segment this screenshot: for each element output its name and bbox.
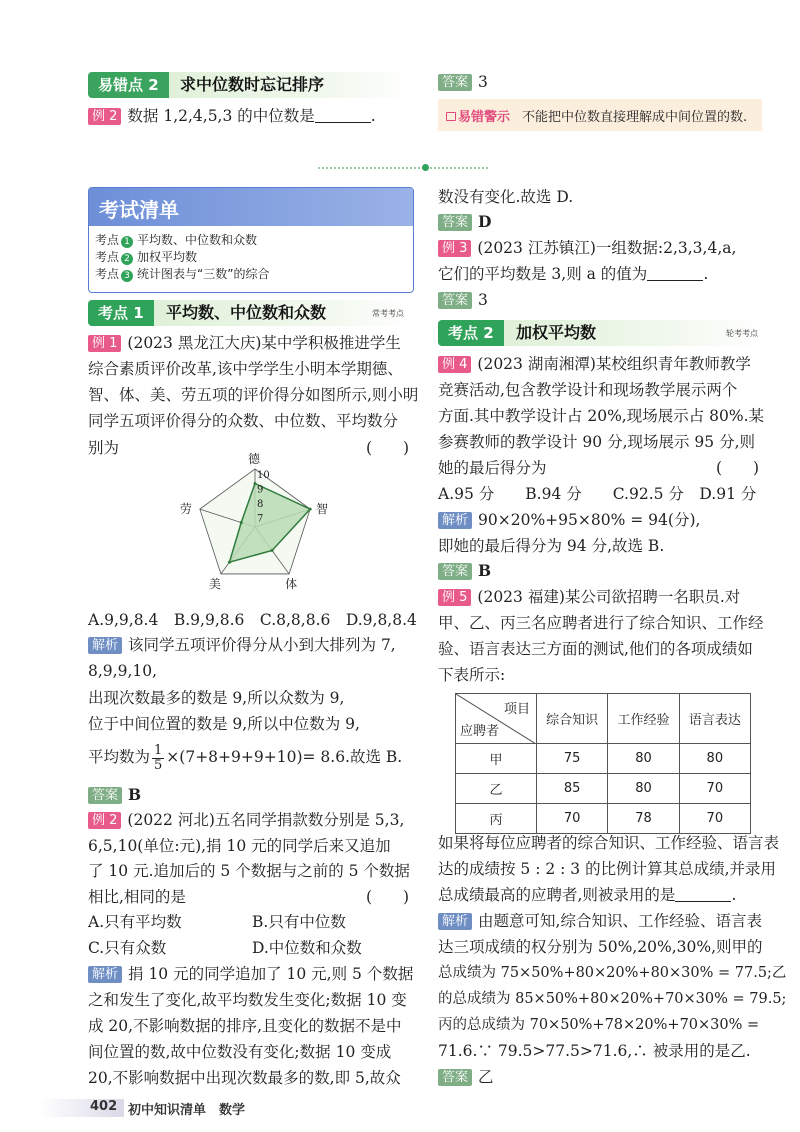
ex4-options: A.95 分 B.94 分 C.92.5 分 D.91 分 — [438, 485, 757, 503]
ex5-answer — [438, 1067, 494, 1087]
ex4-line4: 她的最后得分为 — [438, 459, 547, 477]
ex1-jx-line3: 位于中间位置的数是 9,所以中位数为 9, — [88, 715, 360, 733]
ex4-jx-line0: 解析 90×20%+95×80% = 94(分), — [438, 510, 700, 530]
kd2-pill: 考点 2 — [438, 320, 504, 346]
warning-label: 易错警示 — [446, 106, 510, 125]
kd1-header — [88, 300, 412, 326]
radar-category-label: 美 — [208, 576, 221, 591]
ex5-after1: 达的成绩按 5 : 2 : 3 的比例计算其总成绩,并录用 — [438, 860, 777, 878]
kd2-header — [438, 320, 762, 346]
radar-chart — [170, 452, 340, 602]
footer — [40, 1097, 340, 1119]
ex5-jx-line2: 总成绩为 75×50%+80×20%+80×30% = 77.5;乙 — [438, 965, 787, 981]
ex2-line0: 例 2 (2022 河北)五名同学捐款数分别是 5,3, — [88, 810, 404, 830]
page-number: 402 — [90, 1099, 118, 1114]
answer-value: B — [478, 561, 492, 580]
answer-value: D — [478, 212, 492, 231]
table-row: 乙 85 80 70 — [456, 774, 751, 804]
ex1-paren: ( ) — [366, 439, 410, 457]
ex3-line2: 它们的平均数是 3,则 a 的值为 . — [438, 265, 709, 283]
ex5-after0: 如果将每位应聘者的综合知识、工作经验、语言表 — [438, 834, 780, 852]
table-row: 丙 70 78 70 — [456, 804, 751, 834]
example-tag: 例 1 — [88, 335, 121, 352]
error-point-pill: 易错点 2 — [88, 72, 169, 98]
ex5-line1: 甲、乙、丙三名应聘者进行了综合知识、工作经 — [438, 614, 764, 632]
ex2-line2: 了 10 元.追加后的 5 个数据与之前的 5 个数据 — [88, 862, 410, 880]
ex1-line: 例 1 (2023 黑龙江大庆)某中学积极推进学生 — [88, 333, 401, 353]
radar-category-label: 智 — [316, 502, 329, 517]
ex2-opt-d: D.中位数和众数 — [252, 939, 362, 957]
warning-box — [438, 99, 762, 131]
kd2-title: 加权平均数 — [516, 323, 597, 342]
ex2-line1: 6,5,10(单位:元),捐 10 元的同学后来又追加 — [88, 837, 391, 855]
radar-point — [228, 561, 231, 564]
ex3-line1: 例 3 (2023 江苏镇江)一组数据:2,3,3,4,a, — [438, 238, 736, 258]
answer-value: 3 — [478, 73, 488, 91]
ex4-jx-line1: 即她的最后得分为 94 分,故选 B. — [438, 537, 665, 555]
ex2-jx-line4: 20,不影响数据中出现次数最多的数,即 5,故众 — [88, 1069, 401, 1087]
answer-blank — [647, 266, 703, 281]
radar-category-label: 德 — [248, 452, 261, 466]
ex4-line0: 例 4 (2023 湖南湘潭)某校组织青年教师教学 — [438, 354, 751, 374]
ex2-jx-line2: 成 20,不影响数据的排序,且变化的数据不是中 — [88, 1017, 402, 1035]
radar-tick-label: 10 — [257, 470, 270, 481]
kd1-badge: 常考考点 — [372, 309, 404, 318]
ex5-jx-line0: 解析 由题意可知,综合知识、工作经验、语言表 — [438, 911, 762, 931]
answer-value: 3 — [478, 291, 488, 309]
ex4-line3: 参赛教师的教学设计 90 分,现场展示 95 分,则 — [438, 433, 756, 451]
ex1-line: 别为 — [88, 439, 120, 457]
ex4-answer — [438, 561, 491, 581]
error-point-header — [88, 72, 412, 98]
ex4-line1: 竞赛活动,包含教学设计和现场教学展示两个 — [438, 381, 738, 399]
ex1-options: A.9,9,8.4 B.9,9,8.6 C.8,8,8.6 D.9,8,8.4 — [88, 611, 417, 629]
radar-category-label: 劳 — [179, 502, 192, 517]
ex2-jx-line0: 解析 捐 10 元的同学追加了 10 元,则 5 个数据 — [88, 964, 413, 984]
answer-tag: 答案 — [438, 563, 472, 580]
radar-point — [309, 508, 312, 511]
checklist-title: 考试清单 — [99, 198, 179, 222]
table-corner: 项目 应聘者 — [456, 694, 537, 744]
score-table — [455, 693, 751, 834]
ex2-jx-line3: 间位置的数,故中位数没有变化;数据 10 变成 — [88, 1043, 392, 1061]
kd1-title: 平均数、中位数和众数 — [166, 303, 327, 322]
ex5-jx-line5: 71.6.∵ 79.5>77.5>71.6,∴ 被录用的是乙. — [438, 1042, 751, 1060]
ex5-jx-line1: 达三项成绩的权分别为 50%,20%,30%,则甲的 — [438, 938, 763, 956]
answer-value: B — [128, 785, 142, 804]
ex2-jx-line1: 之和发生了变化,故平均数发生变化;数据 10 变 — [88, 991, 407, 1009]
footer-title: 初中知识清单 数学 — [128, 1103, 246, 1118]
ex1-jx-line2: 出现次数最多的数是 9,所以众数为 9, — [88, 689, 345, 707]
ex2-answer — [438, 212, 491, 232]
ex1-jx-line1: 8,9,9,10, — [88, 662, 158, 680]
radar-tick-label: 7 — [257, 513, 264, 525]
jx-tag: 解析 — [438, 913, 472, 930]
example-tag: 例 2 — [88, 812, 121, 829]
number-circle: 2 — [121, 253, 133, 265]
table-row: 甲 75 80 80 — [456, 744, 751, 774]
example-tag: 例 2 — [88, 108, 121, 125]
ex2-top-line — [88, 106, 376, 126]
answer-tag: 答案 — [88, 787, 122, 804]
answer-tag: 答案 — [438, 214, 472, 231]
ex-text: 数据 1,2,4,5,3 的中位数是 — [127, 107, 315, 125]
answer-tag: 答案 — [438, 74, 472, 91]
example-tag: 例 3 — [438, 240, 471, 257]
number-circle: 3 — [121, 270, 133, 282]
ex2-opt-c: C.只有众数 — [88, 939, 167, 957]
checklist-item: 考点 2 加权平均数 — [95, 250, 198, 264]
radar-tick-label: 9 — [257, 484, 264, 496]
checklist-title-bar — [89, 188, 413, 226]
ex1-answer — [88, 785, 141, 805]
lock-icon — [446, 112, 456, 121]
jx-tag: 解析 — [438, 512, 472, 529]
jx-tag: 解析 — [88, 966, 122, 983]
fraction: $\frac{1}{5}$ — [154, 742, 163, 773]
checklist-item: 考点 1 平均数、中位数和众数 — [95, 233, 258, 247]
ex2-opt-b: B.只有中位数 — [252, 913, 346, 931]
ex5-jx-line3: 的总成绩为 85×50%+80×20%+70×30% = 79.5; — [438, 991, 787, 1007]
exam-checklist — [88, 187, 414, 293]
ex5-jx-line4: 丙的总成绩为 70×50%+78×20%+70×30% = — [438, 1017, 760, 1033]
kd2-badge: 轮考考点 — [726, 329, 758, 338]
divider-dot — [422, 164, 429, 171]
top-answer — [438, 72, 488, 92]
number-circle: 1 — [121, 236, 133, 248]
radar-point — [271, 549, 274, 552]
ex1-line: 综合素质评价改革,该中学学生小明本学期德、 — [88, 360, 403, 378]
checklist-item: 考点 3 统计图表与“三数”的综合 — [95, 267, 270, 281]
table-header: 语言表达 — [679, 694, 750, 744]
example-tag: 例 4 — [438, 356, 471, 373]
warning-text: 不能把中位数直接理解成中间位置的数. — [522, 110, 748, 125]
ex2-cont: 数没有变化.故选 D. — [438, 188, 574, 206]
ex1-line: 同学五项评价得分的众数、中位数、平均数分 — [88, 412, 399, 430]
answer-blank — [315, 108, 371, 123]
answer-tag: 答案 — [438, 1069, 472, 1086]
ex5-line2: 验、语言表达三方面的测试,他们的各项成绩如 — [438, 640, 753, 658]
ex4-line2: 方面.其中教学设计占 20%,现场展示占 80%.某 — [438, 407, 765, 425]
ex2-line3: 相比,相同的是 — [88, 888, 186, 906]
radar-point — [240, 521, 243, 524]
ex5-after2: 总成绩最高的应聘者,则被录用的是 . — [438, 886, 737, 904]
ex1-avg-line: 平均数为 $\frac{1}{5}$ ×(7+8+9+9+10)= 8.6.故选 B. — [88, 742, 403, 773]
table-header: 综合知识 — [537, 694, 608, 744]
ex4-paren: ( ) — [716, 459, 760, 477]
answer-tag: 答案 — [438, 292, 472, 309]
ex5-line0: 例 5 (2023 福建)某公司欲招聘一名职员.对 — [438, 587, 740, 607]
ex1-line: 智、体、美、劳五项的评价得分如图所示,则小明 — [88, 386, 419, 404]
radar-category-label: 体 — [285, 576, 298, 591]
ex2-opt-a: A.只有平均数 — [88, 913, 182, 931]
answer-value: 乙 — [478, 1068, 494, 1086]
ex5-line3: 下表所示: — [438, 666, 506, 684]
table-header: 工作经验 — [608, 694, 679, 744]
error-point-title: 求中位数时忘记排序 — [180, 75, 325, 94]
example-tag: 例 5 — [438, 589, 471, 606]
checklist-items — [95, 232, 269, 283]
ex-end: . — [370, 107, 376, 125]
ex3-answer — [438, 290, 488, 310]
kd1-pill: 考点 1 — [88, 300, 154, 326]
radar-tick-label: 8 — [257, 499, 264, 510]
jx-tag: 解析 — [88, 637, 122, 654]
answer-blank — [675, 887, 731, 902]
ex1-jx-line0: 解析 该同学五项评价得分从小到大排列为 7, — [88, 635, 396, 655]
dotted-divider — [318, 167, 488, 169]
ex2-paren: ( ) — [366, 888, 410, 906]
